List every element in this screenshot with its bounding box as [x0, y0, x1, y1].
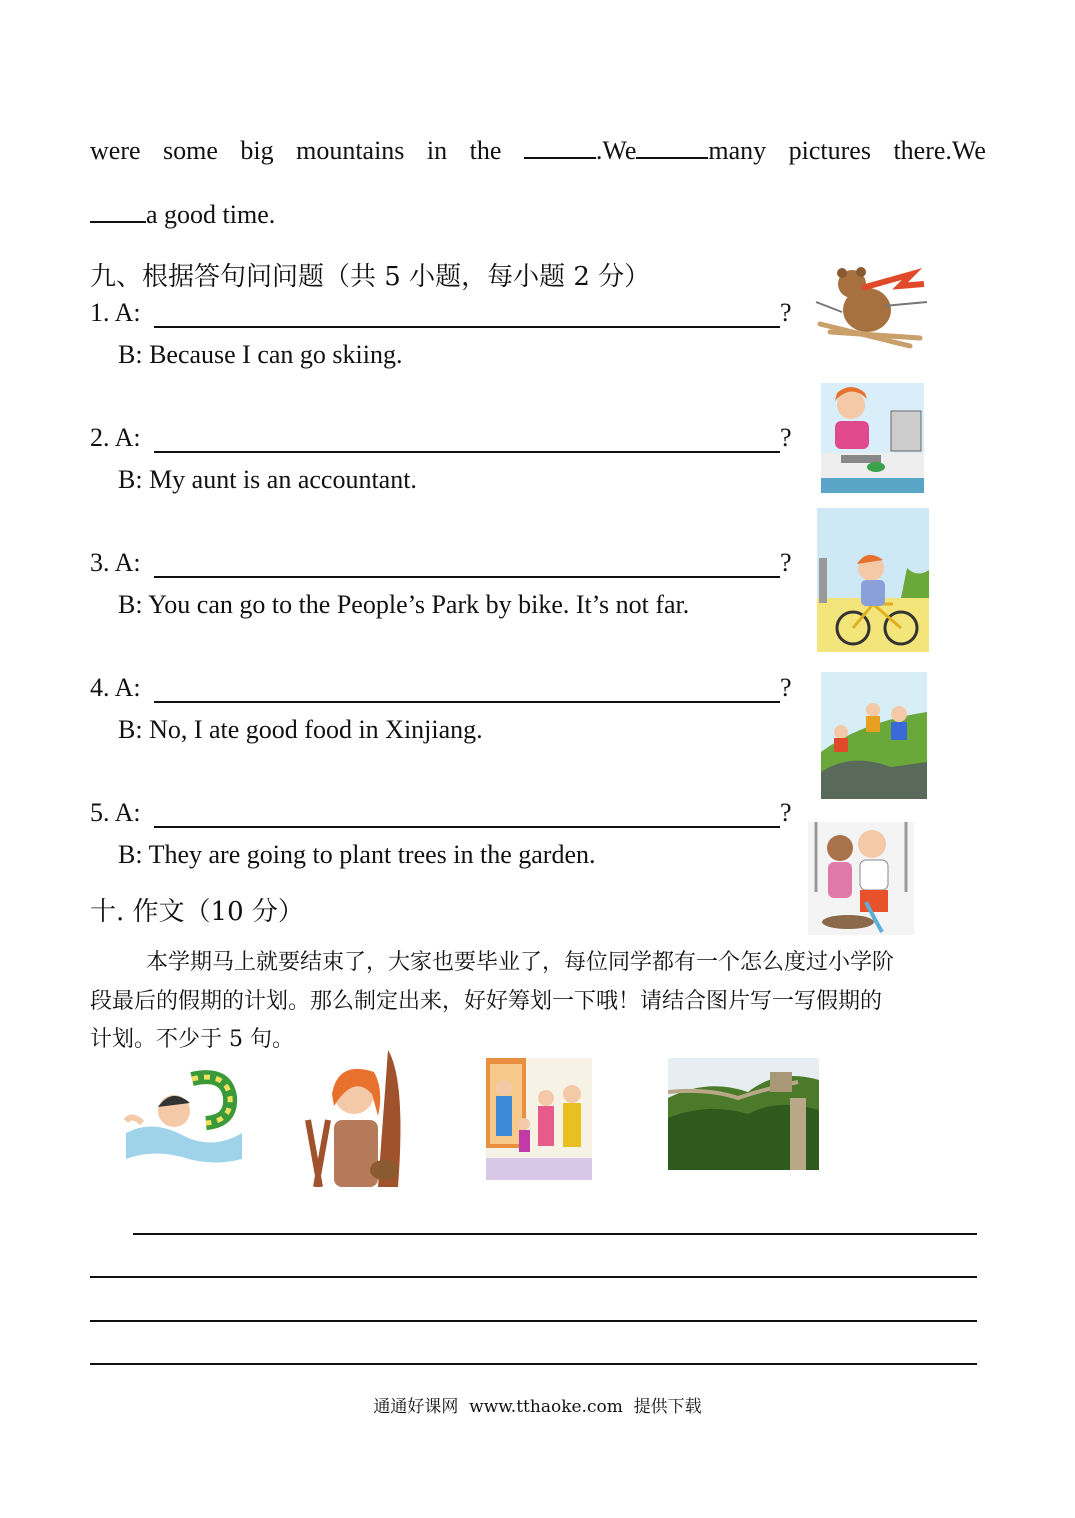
answer-text: B: You can go to the People’s Park by bike. It’s not far. — [118, 590, 690, 619]
answer-line[interactable] — [154, 701, 780, 703]
word: pictures — [788, 136, 871, 165]
word: mountains — [296, 136, 405, 165]
question-mark: ? — [780, 798, 792, 827]
word: many — [708, 136, 767, 165]
writing-line[interactable] — [133, 1233, 977, 1235]
writing-line[interactable] — [90, 1276, 977, 1278]
answer-line[interactable] — [154, 576, 780, 578]
question-mark: ? — [780, 548, 792, 577]
passage-text: a good time. — [146, 200, 276, 229]
essay-prompt-line-2: 段最后的假期的计划。那么制定出来，好好筹划一下哦！请结合图片写一写假期的 — [90, 989, 883, 1014]
girl-riding-bike-picture — [817, 508, 929, 652]
essay-prompt-line-3: 计划。不少于 5 句。 — [90, 1027, 294, 1052]
answer-text: B: They are going to plant trees in the garden. — [118, 840, 596, 869]
question-label: 2. A: — [90, 423, 141, 452]
great-wall-picture — [668, 1058, 819, 1170]
word: big — [240, 136, 274, 165]
writing-line[interactable] — [90, 1320, 977, 1322]
word: .We — [595, 136, 637, 165]
girl-painting-picture — [298, 1050, 406, 1187]
fill-blank[interactable] — [524, 156, 596, 159]
passage-line-1 — [90, 136, 986, 166]
word: some — [163, 136, 218, 165]
bear-skiing-picture — [812, 262, 934, 350]
kids-planting-tree-picture — [808, 822, 914, 935]
word: were — [90, 136, 141, 165]
question-mark: ? — [780, 423, 792, 452]
answer-line[interactable] — [154, 826, 780, 828]
question-label: 4. A: — [90, 673, 141, 702]
kids-climbing-mountain-picture — [821, 672, 927, 799]
answer-line[interactable] — [154, 326, 780, 328]
answer-text: B: My aunt is an accountant. — [118, 465, 417, 494]
answer-line[interactable] — [154, 451, 780, 453]
essay-prompt-line-1: 本学期马上就要结束了，大家也要毕业了，每位同学都有一个怎么度过小学阶 — [146, 950, 895, 975]
question-label: 3. A: — [90, 548, 141, 577]
question-mark: ? — [780, 673, 792, 702]
question-mark: ? — [780, 298, 792, 327]
accountant-at-computer-picture — [821, 383, 924, 493]
answer-text: B: Because I can go skiing. — [118, 340, 403, 369]
writing-line[interactable] — [90, 1363, 977, 1365]
word: in — [426, 136, 448, 165]
answer-text: B: No, I ate good food in Xinjiang. — [118, 715, 483, 744]
word: there.We — [893, 136, 986, 165]
family-visit-picture — [486, 1058, 592, 1180]
boy-swimming-picture — [122, 1063, 246, 1167]
section-9-heading: 九、根据答句问问题（共 5 小题，每小题 2 分） — [90, 262, 651, 292]
question-label: 1. A: — [90, 298, 141, 327]
blank-group — [524, 136, 766, 166]
passage-line-2 — [90, 200, 275, 230]
section-10-heading: 十. 作文（10 分） — [90, 897, 304, 927]
footer-credit: 通通好课网 www.tthaoke.com 提供下载 — [373, 1397, 702, 1417]
question-label: 5. A: — [90, 798, 141, 827]
fill-blank[interactable] — [90, 220, 146, 223]
word: the — [469, 136, 502, 165]
fill-blank[interactable] — [636, 156, 708, 159]
